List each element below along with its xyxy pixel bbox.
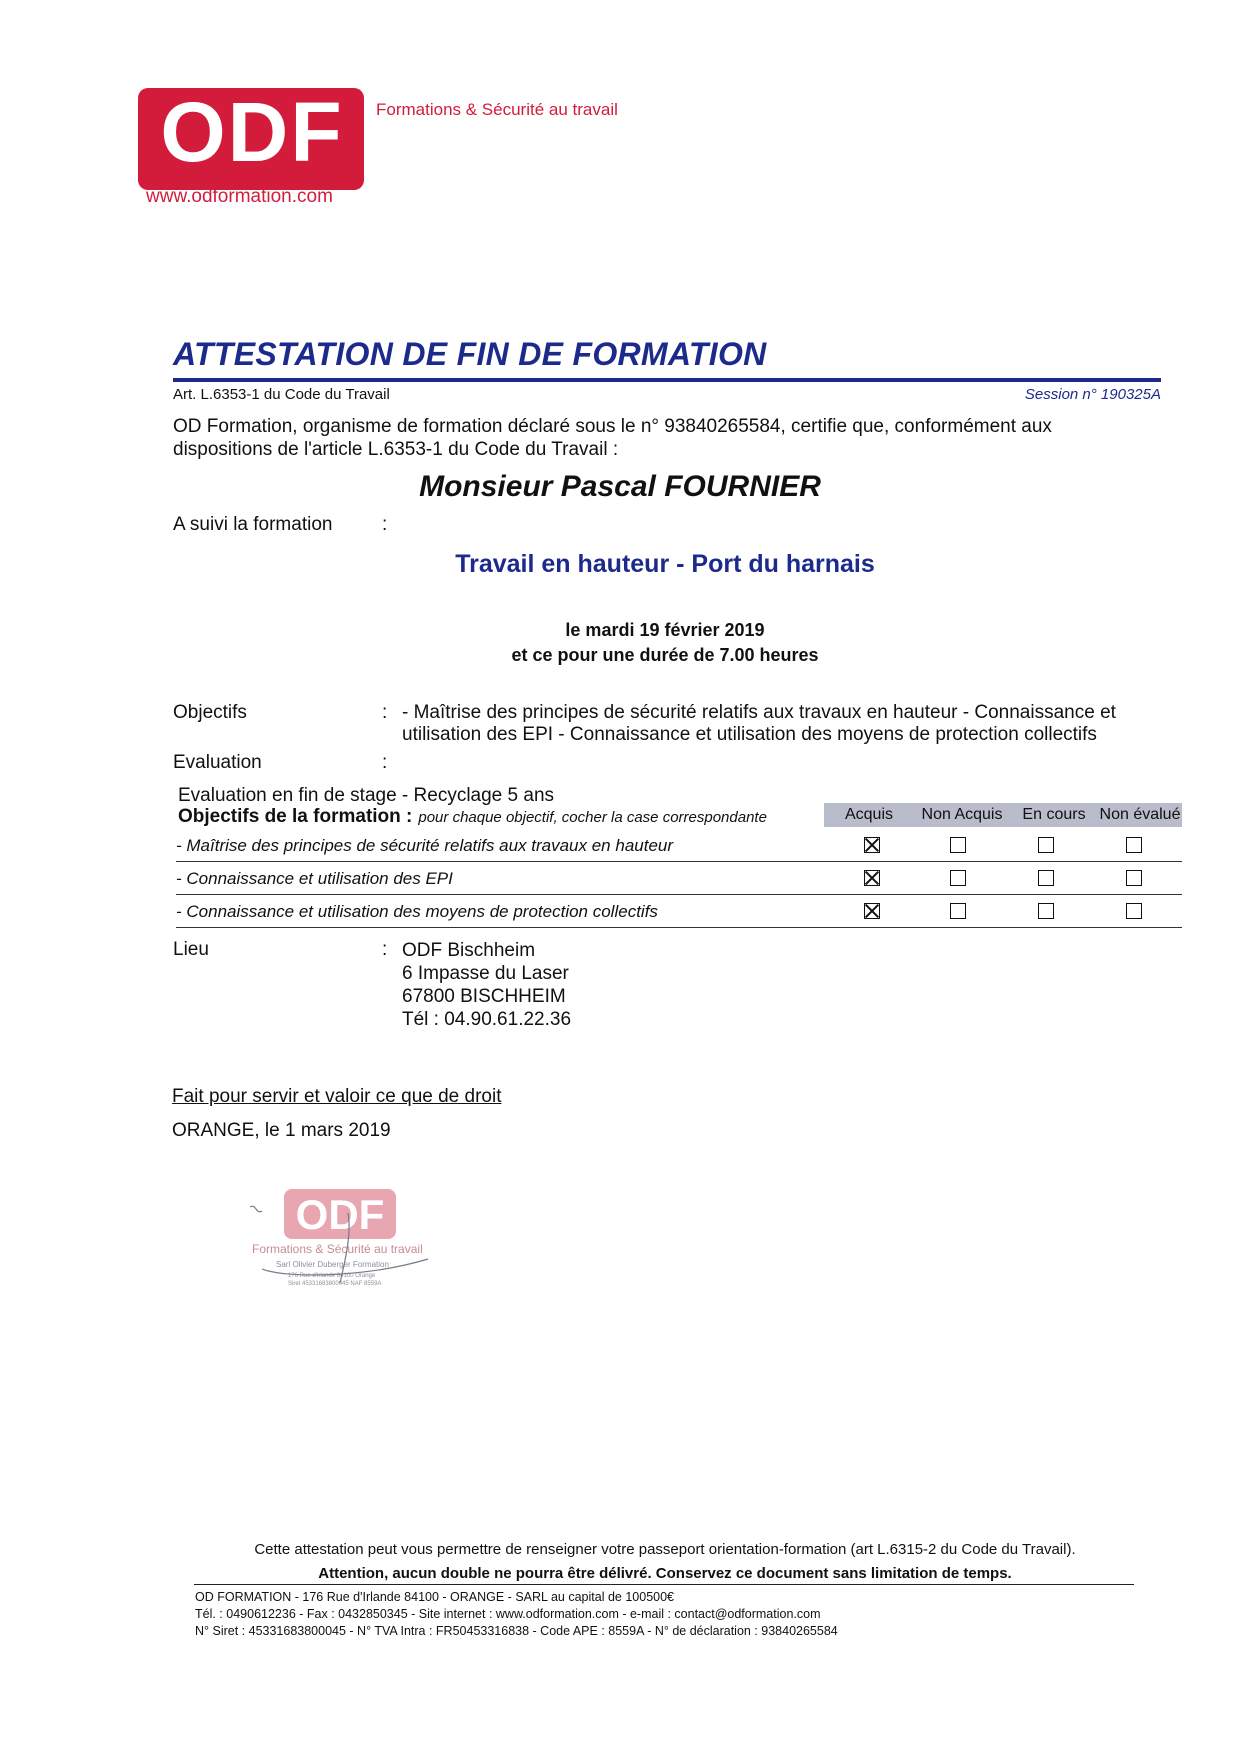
date-block	[0, 618, 1240, 668]
checkbox-non-evalue[interactable]	[1126, 903, 1142, 919]
checkbox-acquis[interactable]	[864, 903, 880, 919]
objective-label: - Connaissance et utilisation des EPI	[176, 869, 453, 888]
objectives-text: - Maîtrise des principes de sécurité relatifs aux travaux en hauteur - Connaissance et utilisation des EPI - Connaissance et utilisation des moyens de protection collectifs	[402, 702, 1116, 745]
footer-warning: Attention, aucun double ne pourra être délivré. Conservez ce document sans limitation de temps.	[318, 1565, 1012, 1582]
checkbox-non-acquis[interactable]	[950, 870, 966, 886]
logo-url: www.odformation.com	[146, 186, 333, 207]
stamp-line1: Sarl Olivier Duberger Formation	[276, 1260, 389, 1269]
table-row	[176, 830, 1182, 862]
checkbox-non-acquis[interactable]	[950, 837, 966, 853]
stamp-tagline: Formations & Sécurité au travail	[252, 1242, 423, 1256]
title-divider	[173, 378, 1161, 382]
article-reference: Art. L.6353-1 du Code du Travail	[173, 386, 390, 403]
fait-statement: Fait pour servir et valoir ce que de droit	[172, 1086, 502, 1107]
session-number: Session n° 190325A	[1024, 386, 1161, 403]
table-row	[176, 896, 1182, 928]
column-non-evalue: Non évalué	[1099, 806, 1181, 823]
objective-label: - Connaissance et utilisation des moyens de protection collectifs	[176, 902, 658, 921]
evaluation-line: Evaluation en fin de stage - Recyclage 5 ans	[178, 785, 555, 806]
company-contact: Tél. : 0490612236 - Fax : 0432850345 - Site internet : www.odformation.com - e-mail : contact@odformation.com	[195, 1607, 821, 1621]
course-title: Travail en hauteur - Port du harnais	[455, 550, 875, 578]
colon: :	[382, 514, 388, 535]
lieu-phone: Tél : 04.90.61.22.36	[402, 1009, 572, 1030]
trainee-name: Monsieur Pascal FOURNIER	[419, 470, 821, 503]
stamp-line2: 176 Rue d'Irlande 84100 Orange	[288, 1273, 376, 1279]
lieu-address	[402, 939, 571, 1031]
footer-company-info	[195, 1589, 838, 1640]
row-divider	[176, 861, 1182, 862]
company-registration: N° Siret : 45331683800045 - N° TVA Intra : FR50453316838 - Code APE : 8559A - N° de déclaration : 93840265584	[195, 1624, 838, 1638]
checkbox-acquis[interactable]	[864, 870, 880, 886]
course-duration: et ce pour une durée de 7.00 heures	[511, 645, 819, 665]
colon: :	[382, 702, 388, 723]
column-acquis: Acquis	[844, 806, 894, 823]
footer-note-text: Cette attestation peut vous permettre de renseigner votre passeport orientation-formation (art L.6315-2 du Code du Travail).	[254, 1541, 1076, 1558]
objectives-hint: pour chaque objectif, cocher la case correspondante	[418, 809, 767, 826]
row-divider	[176, 894, 1182, 895]
checkbox-en-cours[interactable]	[1038, 837, 1054, 853]
table-row	[176, 863, 1182, 895]
intro-paragraph: OD Formation, organisme de formation déclaré sous le n° 93840265584, certifie que, conformément aux dispositions de l'article L.6353-1 du Code du Travail :	[173, 416, 1052, 460]
objectives-label: Objectifs	[173, 702, 247, 723]
page-title: ATTESTATION DE FIN DE FORMATION	[173, 336, 767, 372]
checkbox-non-evalue[interactable]	[1126, 837, 1142, 853]
evaluation-label: Evaluation	[173, 752, 262, 773]
footer-note	[0, 1538, 1240, 1586]
column-en-cours: En cours	[1022, 806, 1086, 823]
checkbox-en-cours[interactable]	[1038, 870, 1054, 886]
course-date: le mardi 19 février 2019	[565, 620, 765, 640]
objectives-heading	[178, 806, 767, 828]
company-stamp	[248, 1185, 458, 1290]
company-address: OD FORMATION - 176 Rue d'Irlande 84100 - ORANGE - SARL au capital de 100500€	[195, 1590, 674, 1604]
lieu-name: ODF Bischheim	[402, 940, 536, 961]
lieu-label: Lieu	[173, 939, 209, 960]
colon: :	[382, 939, 388, 960]
objective-label: - Maîtrise des principes de sécurité relatifs aux travaux en hauteur	[176, 836, 674, 855]
checkbox-non-evalue[interactable]	[1126, 870, 1142, 886]
stamp-logo-text: ODF	[295, 1191, 385, 1238]
checkbox-non-acquis[interactable]	[950, 903, 966, 919]
column-non-acquis: Non Acquis	[921, 806, 1003, 823]
logo-text: ODF	[160, 85, 344, 179]
place-and-date: ORANGE, le 1 mars 2019	[172, 1120, 391, 1141]
row-divider	[176, 927, 1182, 928]
evaluation-table-header	[824, 803, 1182, 827]
logo-tagline: Formations & Sécurité au travail	[376, 100, 618, 119]
stamp-line3: Siret 45331683800045 NAF 8559A	[288, 1281, 382, 1287]
checkbox-acquis[interactable]	[864, 837, 880, 853]
followed-label: A suivi la formation	[173, 514, 333, 535]
footer-divider	[194, 1584, 1134, 1585]
lieu-street: 6 Impasse du Laser	[402, 963, 569, 984]
checkbox-en-cours[interactable]	[1038, 903, 1054, 919]
colon: :	[382, 752, 388, 773]
lieu-city: 67800 BISCHHEIM	[402, 986, 566, 1007]
objectives-heading-text: Objectifs de la formation :	[178, 806, 413, 827]
